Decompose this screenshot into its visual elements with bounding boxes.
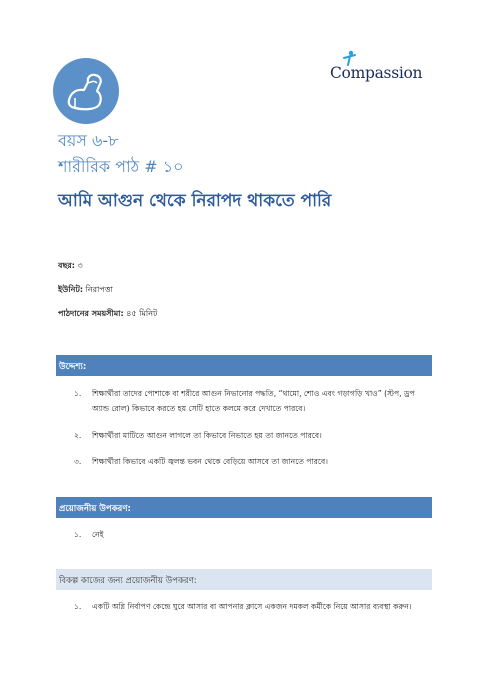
meta-year — [58, 260, 83, 273]
material-text: নেই — [92, 530, 104, 539]
duration-value: ৪৫ মিনিট — [123, 309, 158, 318]
flexed-arm-icon — [53, 58, 119, 124]
year-label: বছর: — [58, 261, 75, 270]
list-number: ১. — [74, 602, 82, 611]
objectives-header — [56, 355, 432, 376]
alt-materials-header — [56, 569, 432, 590]
objectives-heading: উদ্দেশ্য: — [59, 362, 87, 372]
meta-unit — [58, 284, 113, 297]
objective-text: শিক্ষার্থীরা মাটিতে আগুন লাগলে তা কিভাবে নিভাতে হয় তা জানতে পারবে। — [92, 431, 322, 440]
list-number: ১. — [74, 389, 82, 398]
materials-heading: প্রয়োজনীয় উপকরণ: — [59, 504, 131, 514]
age-range: বয়স ৬-৮ — [58, 131, 119, 150]
lesson-number: শারীরিক পাঠ # ১০ — [58, 157, 184, 176]
objective-text: শিক্ষার্থীরা তাদের পোশাকে বা শরীরে আগুন নিভানোর পদ্ধতি, “থামো, শোও এবং গড়াগড়ি খাও” (স্টপ, ড্রপ অ্যান্ড রোল) কিভাবে করতে হয় সেটি হাতে কলমে করে দেখাতে পারবে। — [92, 389, 415, 413]
list-number: ১. — [74, 530, 82, 539]
objective-text: শিক্ষার্থীরা কিভাবে একটি জ্বলন্ত ভবন থেকে বেড়িয়ে আসবে তা জানতে পারবে। — [92, 457, 328, 466]
logo-text: Compassion — [330, 64, 423, 82]
list-number: ২. — [74, 431, 82, 440]
list-number: ৩. — [74, 457, 82, 466]
unit-label: ইউনিট: — [58, 285, 84, 294]
unit-value: নিরাপত্তা — [83, 285, 113, 294]
alt-material-text: একটি অগ্নি নির্বাপণ কেন্দ্রে ঘুরে আসার বা আপনার ক্লাসে একজন দমকল কর্মীকে নিয়ে আসার ব্যবস্থা করুন। — [92, 602, 412, 611]
page-title: আমি আগুন থেকে নিরাপদ থাকতে পারি — [58, 191, 332, 211]
meta-duration — [58, 308, 157, 321]
duration-label: পাঠদানের সময়সীমা: — [58, 309, 124, 318]
compassion-logo — [330, 52, 434, 88]
alt-materials-heading: বিকল্প কাজের জন্য প্রয়োজনীয় উপকরণ: — [59, 576, 197, 586]
materials-header — [56, 497, 432, 518]
year-value: ৩ — [74, 261, 83, 270]
